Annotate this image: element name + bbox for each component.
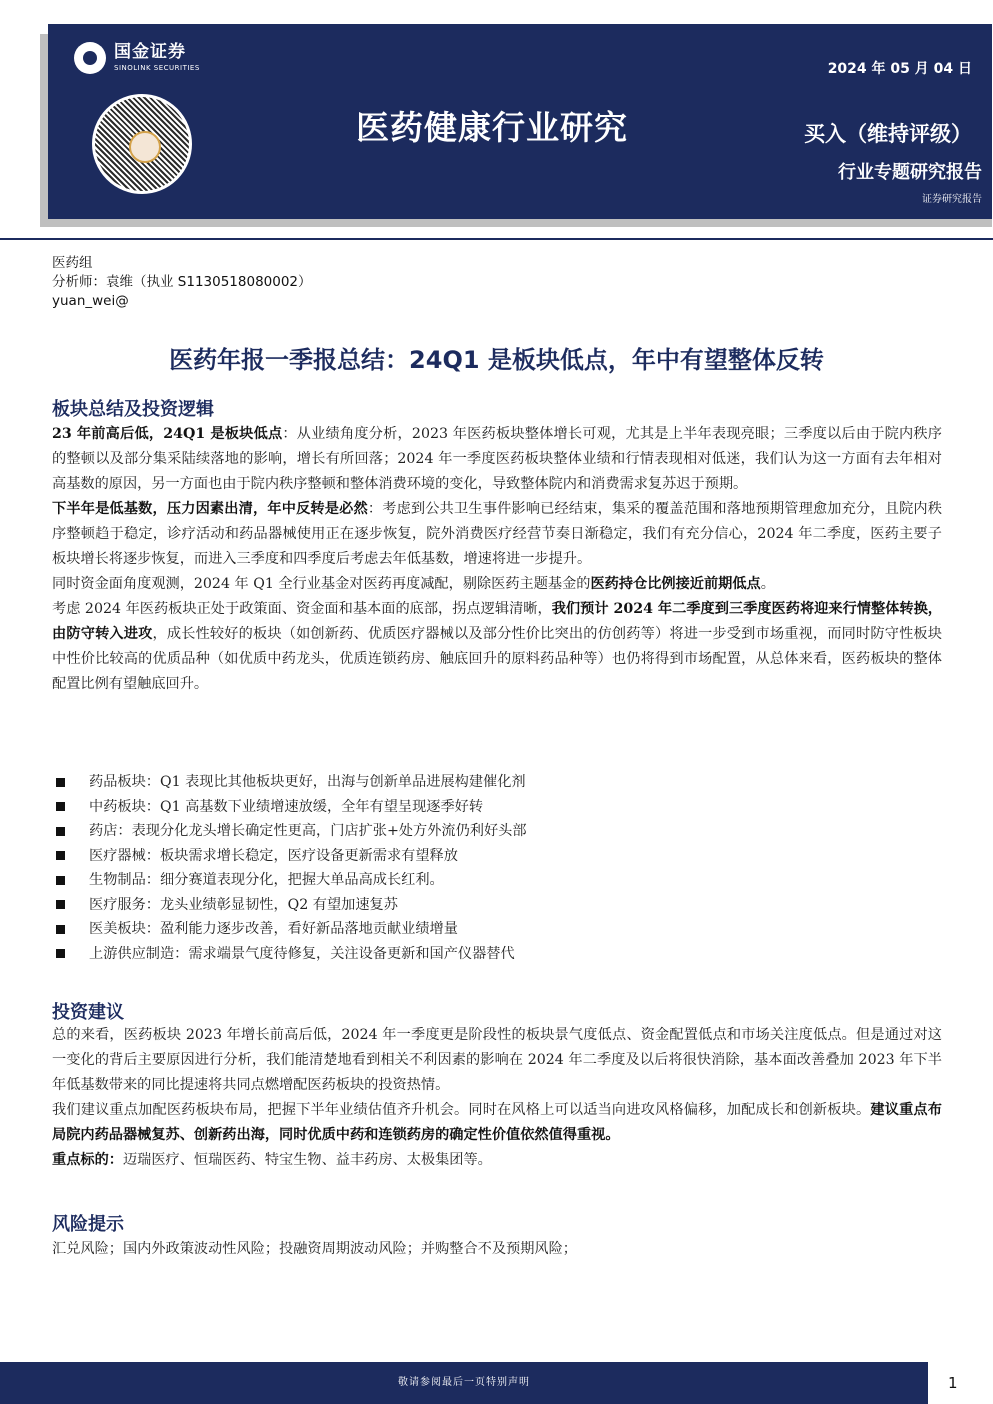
- page-number: 1: [948, 1374, 958, 1392]
- list-item: [52, 942, 942, 967]
- company-logo: [74, 42, 200, 74]
- bullet-square-icon: [56, 827, 65, 836]
- paragraph: [52, 597, 942, 697]
- summary-body: [52, 422, 942, 697]
- analyst-info: [52, 254, 312, 311]
- bullet-square-icon: [56, 900, 65, 909]
- paragraph-lead: 重点标的：: [52, 1152, 123, 1168]
- paragraph-text: 迈瑞医疗、恒瑞医药、特宝生物、益丰药房、太极集团等。: [122, 1152, 492, 1168]
- header-divider: [0, 238, 993, 240]
- paragraph-lead: 23 年前高后低，24Q1 是板块低点: [52, 426, 283, 442]
- risk-body: [52, 1237, 942, 1262]
- paragraph-emphasis: 我们预计 2024 年二季度到三季度医药将迎来行情整体转换，由防守转入进攻: [52, 601, 942, 642]
- paragraph-lead: 下半年是低基数，压力因素出清，年中反转是必然: [52, 501, 368, 517]
- list-item-text: 医疗服务：龙头业绩彰显韧性，Q2 有望加速复苏: [89, 896, 398, 913]
- sector-bullet-list: [52, 770, 942, 966]
- list-item: [52, 819, 942, 844]
- list-item-text: 上游供应制造：需求端景气度待修复，关注设备更新和国产仪器替代: [89, 945, 515, 962]
- list-item-text: 生物制品：细分赛道表现分化，把握大单品高成长红利。: [89, 872, 444, 888]
- paragraph-text: 考虑 2024 年医药板块正处于政策面、资金面和基本面的底部，拐点逻辑清晰，: [52, 601, 552, 617]
- list-item: [52, 770, 942, 795]
- qr-center-logo-icon: [129, 131, 161, 163]
- paragraph: [52, 422, 942, 497]
- logo-mark-icon: [74, 42, 106, 74]
- report-type: 行业专题研究报告: [838, 162, 982, 183]
- paragraph: [52, 1098, 942, 1148]
- list-item: [52, 868, 942, 893]
- paragraph-text: 我们建议重点加配医药板块布局，把握下半年业绩估值齐升机会。同时在风格上可以适当向进攻风格偏移，加配成长和创新板块。: [52, 1102, 871, 1118]
- rating: 买入（维持评级）: [804, 122, 972, 146]
- list-item: [52, 917, 942, 942]
- report-subtype: 证券研究报告: [922, 194, 982, 205]
- qr-code-icon: [92, 94, 192, 194]
- paragraph-text: ：考虑到公共卫生事件影响已经结束，集采的覆盖范围和落地预期管理愈加充分，且院内秩序整顿趋于稳定，诊疗活动和药品器械使用正在逐步恢复，院外消费医疗经营节奏日渐稳定，我们有充分信心，2024 年二季度，医药主要子板块增长将逐步恢复，而进入三季度和四季度后考虑去年低基数，增速将进一步提升。: [52, 501, 942, 567]
- analyst-name: 分析师：袁维（执业 S1130518080002）: [52, 274, 312, 290]
- bullet-square-icon: [56, 949, 65, 958]
- section-heading-recommendation: 投资建议: [52, 1002, 124, 1023]
- analyst-group: 医药组: [52, 255, 93, 271]
- paragraph-emphasis: 医药持仓比例接近前期低点: [590, 576, 761, 592]
- list-item-text: 中药板块：Q1 高基数下业绩增速放缓，全年有望呈现逐季好转: [89, 798, 484, 815]
- report-title: 医药年报一季报总结：24Q1 是板块低点，年中有望整体反转: [169, 346, 824, 374]
- bullet-square-icon: [56, 925, 65, 934]
- paragraph: [52, 1148, 942, 1173]
- paragraph-text: 。: [760, 576, 775, 592]
- list-item-text: 医疗器械：板块需求增长稳定，医疗设备更新需求有望释放: [89, 847, 458, 864]
- paragraph: [52, 572, 942, 597]
- paragraph-text: 同时资金面角度观测，2024 年 Q1 全行业基金对医药再度减配，剔除医药主题基金的: [52, 576, 591, 592]
- header-banner: [48, 24, 992, 219]
- industry-title: 医药健康行业研究: [356, 108, 628, 147]
- paragraph-emphasis: 建议重点布局院内药品器械复苏、创新药出海，同时优质中药和连锁药房的确定性价值依然值得重视。: [52, 1102, 942, 1143]
- paragraph-text: ，成长性较好的板块（如创新药、优质医疗器械以及部分性价比突出的仿创药等）将进一步受到市场重视，而同时防守性板块中性价比较高的优质品种（如优质中药龙头，优质连锁药房、触底回升的原料药品种等）也仍将得到市场配置，从总体来看，医药板块的整体配置比例有望触底回升。: [52, 626, 942, 692]
- list-item: [52, 795, 942, 820]
- report-date: 2024 年 05 月 04 日: [827, 61, 972, 77]
- section-heading-summary: 板块总结及投资逻辑: [52, 399, 214, 420]
- bullet-square-icon: [56, 851, 65, 860]
- logo-name-cn: 国金证券: [114, 42, 186, 62]
- paragraph: [52, 497, 942, 572]
- footer-disclaimer-bar: 敬请参阅最后一页特别声明: [0, 1362, 928, 1404]
- bullet-square-icon: [56, 778, 65, 787]
- bullet-square-icon: [56, 802, 65, 811]
- recommendation-body: [52, 1023, 942, 1173]
- paragraph: 汇兑风险；国内外政策波动性风险；投融资周期波动风险；并购整合不及预期风险；: [52, 1241, 577, 1257]
- paragraph-text: ：从业绩角度分析，2023 年医药板块整体增长可观，尤其是上半年表现亮眼；三季度以后由于院内秩序的整顿以及部分集采陆续落地的影响，增长有所回落；2024 年一季度医药板块整体业绩和行情表现相对低迷，我们认为这一方面有去年相对高基数的原因，另一方面也由于院内秩序整顿和整体消费环境的变化，导致整体院内和消费需求复苏迟于预期。: [52, 426, 942, 492]
- section-heading-risk: 风险提示: [52, 1214, 124, 1235]
- bullet-square-icon: [56, 876, 65, 885]
- logo-name-en: SINOLINK SECURITIES: [114, 64, 200, 72]
- paragraph: 总的来看，医药板块 2023 年增长前高后低，2024 年一季度更是阶段性的板块景气度低点、资金配置低点和市场关注度低点。但是通过对这一变化的背后主要原因进行分析，我们能清楚地看到相关不利因素的影响在 2024 年二季度及以后将很快消除，基本面改善叠加 2023 年下半年低基数带来的同比提速将共同点燃增配医药板块的投资热情。: [52, 1027, 942, 1093]
- list-item: [52, 844, 942, 869]
- analyst-email[interactable]: yuan_wei@: [52, 293, 129, 309]
- list-item-text: 药店：表现分化龙头增长确定性更高，门店扩张+处方外流仍利好头部: [89, 823, 527, 839]
- list-item: [52, 893, 942, 918]
- list-item-text: 医美板块：盈利能力逐步改善，看好新品落地贡献业绩增量: [89, 921, 458, 937]
- list-item-text: 药品板块：Q1 表现比其他板块更好，出海与创新单品进展构建催化剂: [89, 774, 526, 790]
